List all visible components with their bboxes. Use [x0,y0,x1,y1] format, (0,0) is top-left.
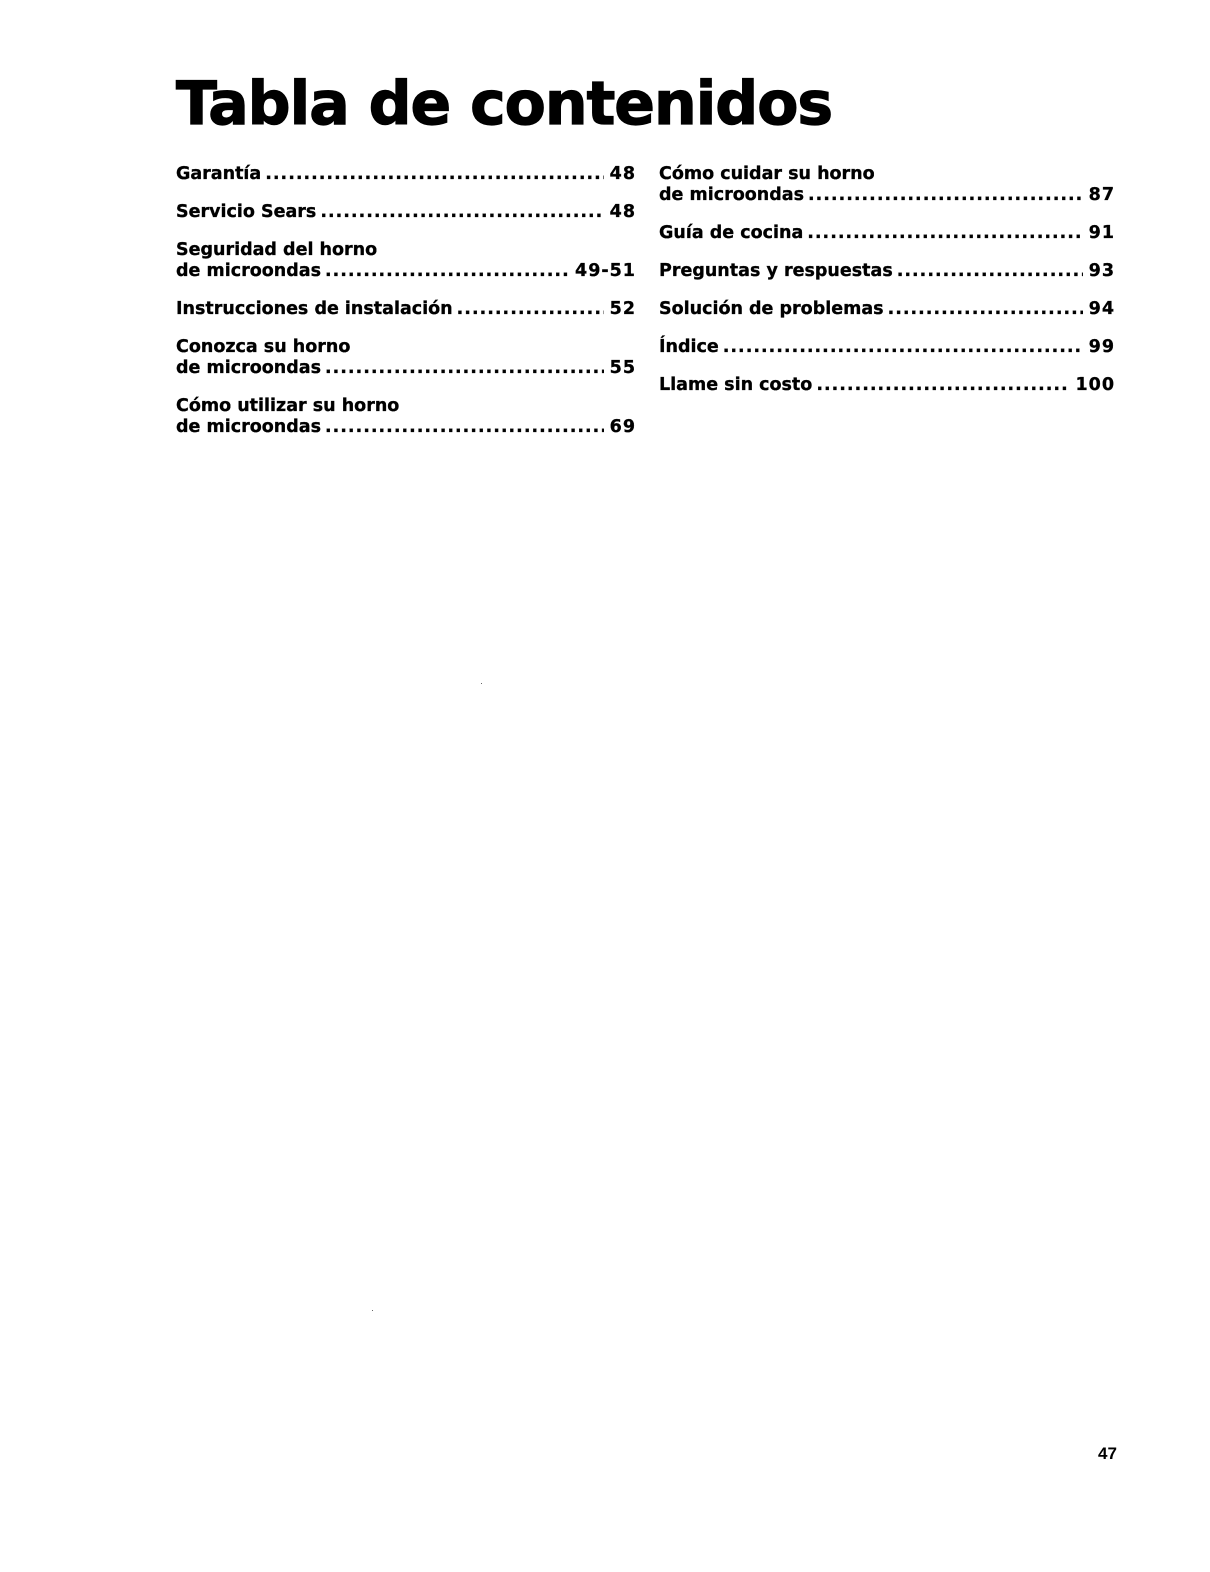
toc-entry-seguridad[interactable] [176,240,636,282]
toc-entry-label: Servicio Sears [176,202,317,222]
toc-entry-label: Garantía [176,164,262,184]
dot-leader [807,223,1082,244]
dot-leader [325,261,569,282]
toc-entry-garantia[interactable] [176,164,636,185]
toc-entry-label: Índice [659,337,719,357]
dot-leader [816,375,1069,396]
toc-right-column [659,164,1115,413]
toc-entry-page: 94 [1088,299,1115,319]
toc-entry-solucion[interactable] [659,299,1115,320]
toc-entry-page: 48 [609,202,636,222]
toc-entry-indice[interactable] [659,337,1115,358]
toc-entry-page: 69 [609,417,636,437]
toc-entry-servicio-sears[interactable] [176,202,636,223]
toc-entry-page: 99 [1088,337,1115,357]
dot-leader [265,164,603,185]
page-title: Tabla de contenidos [176,69,833,139]
toc-entry-label: Solución de problemas [659,299,884,319]
toc-entry-label: Llame sin costo [659,375,813,395]
toc-entry-label: de microondas [659,185,804,205]
toc-entry-page: 52 [609,299,636,319]
toc-entry-page: 55 [609,358,636,378]
dot-leader [723,337,1083,358]
toc-entry-instrucciones[interactable] [176,299,636,320]
toc-entry-label: Guía de cocina [659,223,804,243]
page-number: 47 [1098,1444,1117,1463]
toc-left-column [176,164,636,455]
toc-entry-guia-cocina[interactable] [659,223,1115,244]
toc-entry-heading: Conozca su horno [176,337,351,357]
dot-leader [457,299,604,320]
toc-entry-como-cuidar[interactable] [659,164,1115,206]
dot-leader [897,261,1083,282]
toc-entry-page: 48 [609,164,636,184]
toc-entry-label: Preguntas y respuestas [659,261,893,281]
toc-entry-label: de microondas [176,358,321,378]
toc-entry-page: 87 [1088,185,1115,205]
toc-entry-page: 49-51 [575,261,636,281]
toc-entry-label: de microondas [176,261,321,281]
toc-entry-page: 100 [1075,375,1115,395]
toc-entry-heading: Seguridad del horno [176,240,378,260]
scan-speck [372,1310,373,1311]
toc-entry-heading: Cómo cuidar su horno [659,164,875,184]
scan-speck [481,683,482,684]
toc-entry-page: 93 [1088,261,1115,281]
toc-entry-label: Instrucciones de instalación [176,299,453,319]
dot-leader [888,299,1083,320]
dot-leader [325,417,604,438]
dot-leader [808,185,1083,206]
toc-entry-heading: Cómo utilizar su horno [176,396,400,416]
toc-entry-conozca[interactable] [176,337,636,379]
toc-entry-como-utilizar[interactable] [176,396,636,438]
toc-entry-page: 91 [1088,223,1115,243]
toc-entry-llame[interactable] [659,375,1115,396]
dot-leader [320,202,603,223]
toc-entry-label: de microondas [176,417,321,437]
toc-entry-preguntas[interactable] [659,261,1115,282]
dot-leader [325,358,604,379]
